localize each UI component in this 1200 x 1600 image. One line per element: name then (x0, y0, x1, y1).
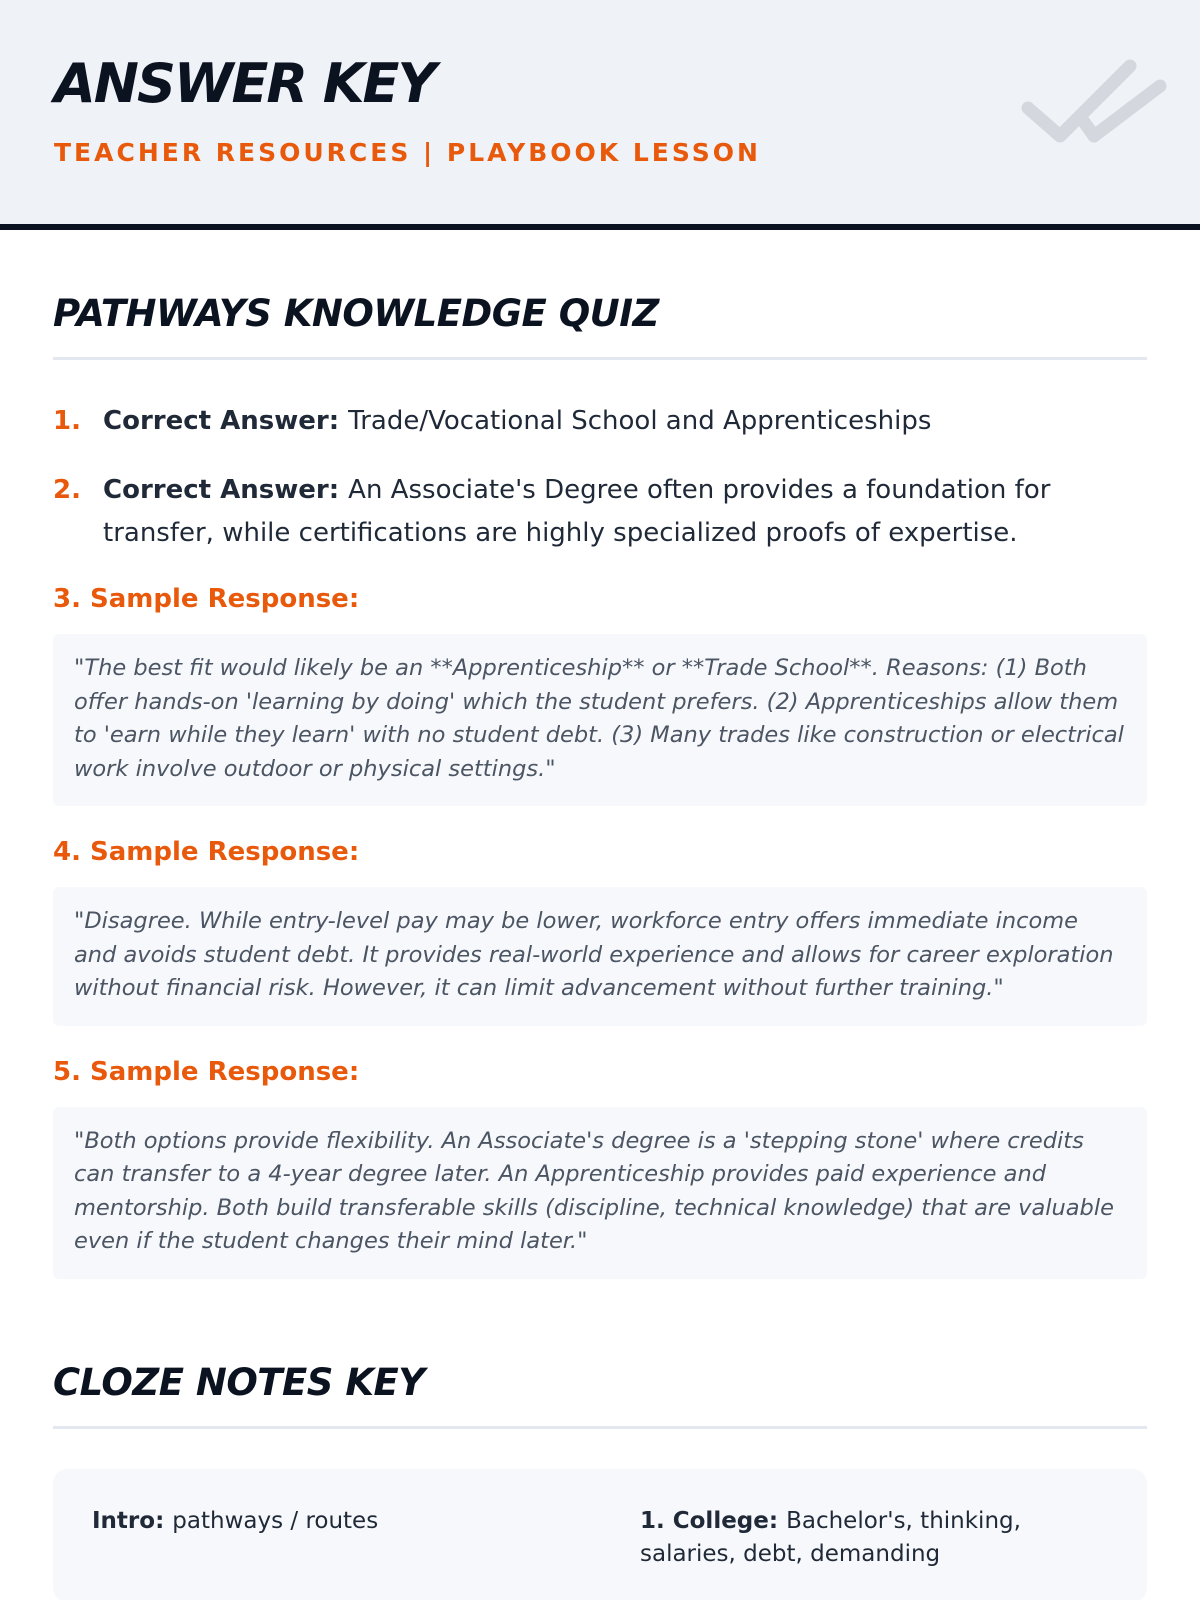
answer-number: 1. (53, 406, 81, 436)
cloze-notes-card (53, 1469, 1147, 1600)
cloze-right-label: 1. College: (640, 1507, 787, 1534)
cloze-left-column (92, 1505, 560, 1572)
answer-list (53, 400, 1147, 555)
cloze-right-text: Bachelor's, thinking, salaries, debt, demanding (640, 1507, 1021, 1567)
main-content (0, 230, 1200, 1600)
sample-label-3: 3. Sample Response: (53, 584, 360, 614)
answer-text: An Associate's Degree often provides a foundation for transfer, while certifications are highly specialized proofs of expertise. (103, 475, 1051, 548)
double-check-icon (1020, 56, 1170, 156)
answer-item-2 (53, 469, 1147, 555)
sample-response-3: "The best fit would likely be an **Apprenticeship** or **Trade School**. Reasons: (1) Both offer hands-on 'learning by doing' which the student prefers. (2) Apprenticeships allow them to 'earn while they learn' with no student debt. (3) Many trades like construction or electrical work involve outdoor or physical settings." (53, 634, 1147, 806)
cloze-title-wrap (53, 1361, 1147, 1426)
answer-item-1 (53, 400, 1147, 443)
quiz-divider (53, 357, 1147, 360)
sample-response-4: "Disagree. While entry-level pay may be lower, workforce entry offers immediate income and avoids student debt. It provides real-world experience and allows for career exploration without financial risk. However, it can limit advancement without further training." (53, 887, 1147, 1026)
page-header (0, 0, 1200, 230)
page-subtitle: TEACHER RESOURCES | PLAYBOOK LESSON (54, 138, 761, 167)
quiz-section-title: PATHWAYS KNOWLEDGE QUIZ (53, 292, 659, 335)
answer-label: Correct Answer: (103, 475, 349, 505)
cloze-divider (53, 1426, 1147, 1429)
cloze-left-label: Intro: (92, 1507, 173, 1534)
sample-label-4: 4. Sample Response: (53, 837, 360, 867)
answer-number: 2. (53, 475, 81, 505)
answer-text: Trade/Vocational School and Apprenticeships (348, 406, 932, 436)
sample-response-5: "Both options provide flexibility. An Associate's degree is a 'stepping stone' where credits can transfer to a 4-year degree later. An Apprenticeship provides paid experience and mentorship. Both build transferable skills (discipline, technical knowledge) that are valuable even if the student changes their mind later." (53, 1107, 1147, 1279)
cloze-right-column (560, 1505, 1108, 1572)
page-title: ANSWER KEY (54, 52, 435, 115)
sample-label-5: 5. Sample Response: (53, 1056, 360, 1087)
quiz-title-wrap (53, 230, 1147, 357)
cloze-section-title: CLOZE NOTES KEY (53, 1360, 425, 1404)
cloze-left-text: pathways / routes (172, 1507, 379, 1534)
answer-label: Correct Answer: (103, 406, 349, 436)
